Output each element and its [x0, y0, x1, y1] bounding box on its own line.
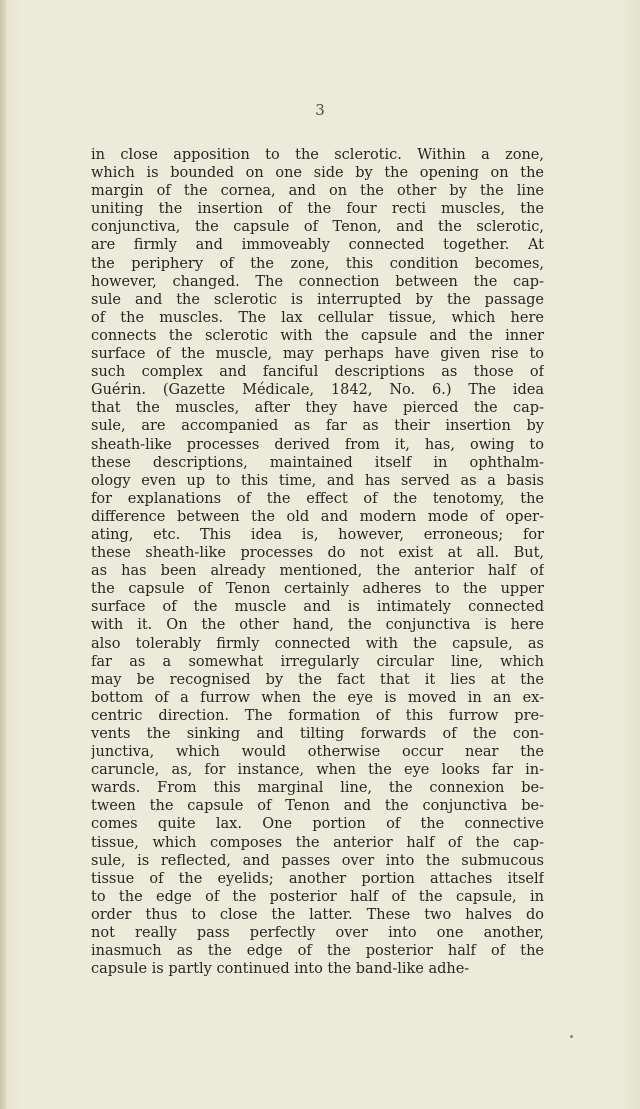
text-line: comes quite lax. One portion of the connective — [91, 816, 544, 833]
text-line: surface of the muscle and is intimately connected — [91, 599, 544, 616]
text-line: junctiva, which would otherwise occur near the — [91, 744, 544, 761]
text-line: bottom of a furrow when the eye is moved in an ex- — [91, 689, 544, 706]
text-line: also tolerably firmly connected with the capsule, as — [91, 635, 544, 652]
text-line: tween the capsule of Tenon and the conjunctiva be- — [91, 798, 544, 815]
text-line: may be recognised by the fact that it lies at the — [91, 671, 544, 688]
text-line: Guérin. (Gazette Médicale, 1842, No. 6.) The idea — [91, 382, 544, 399]
text-line: conjunctiva, the capsule of Tenon, and the sclerotic, — [91, 219, 544, 236]
text-line: margin of the cornea, and on the other by the line — [91, 183, 544, 200]
text-line: ology even up to this time, and has served as a basis — [91, 472, 544, 489]
page-number: 3 — [315, 101, 325, 119]
text-line: caruncle, as, for instance, when the eye looks far in- — [91, 762, 544, 779]
text-line: as has been already mentioned, the anterior half of — [91, 563, 544, 580]
text-line: vents the sinking and tilting forwards of the con- — [91, 726, 544, 742]
text-line: are firmly and immoveably connected together. At — [91, 237, 544, 254]
text-line: with it. On the other hand, the conjunctiva is here — [91, 617, 544, 634]
text-line: to the edge of the posterior half of the capsule, in — [91, 888, 544, 905]
text-line: in close apposition to the sclerotic. Within a zone, — [91, 147, 544, 163]
text-line: ating, etc. This idea is, however, erroneous; for — [91, 526, 544, 543]
text-line: order thus to close the latter. These two halves do — [91, 906, 544, 923]
text-line: uniting the insertion of the four recti muscles, the — [91, 201, 544, 218]
text-line: tissue, which composes the anterior half of the cap- — [91, 834, 544, 851]
text-line: of the muscles. The lax cellular tissue, which here — [91, 309, 544, 326]
text-line: tissue of the eyelids; another portion attaches itself — [91, 870, 544, 887]
body-text — [91, 146, 544, 978]
text-line: the capsule of Tenon certainly adheres to the upper — [91, 581, 544, 598]
text-line: which is bounded on one side by the opening on the — [91, 165, 544, 182]
text-line: that the muscles, after they have pierced the cap- — [91, 400, 544, 417]
text-line: these descriptions, maintained itself in ophthalm- — [91, 454, 544, 471]
text-line: wards. From this marginal line, the connexion be- — [91, 780, 544, 797]
text-line: inasmuch as the edge of the posterior half of the — [91, 943, 544, 960]
text-line: far as a somewhat irregularly circular line, which — [91, 653, 544, 670]
text-line: such complex and fanciful descriptions as those of — [91, 364, 544, 381]
text-line: the periphery of the zone, this condition becomes, — [91, 255, 544, 272]
text-line: surface of the muscle, may perhaps have given rise to — [91, 346, 544, 363]
text-line: connects the sclerotic with the capsule and the inner — [91, 327, 544, 344]
text-line: capsule is partly continued into the band-like adhe- — [91, 961, 470, 978]
text-line: sule and the sclerotic is interrupted by the passage — [91, 291, 544, 308]
text-line: sheath-like processes derived from it, has, owing to — [91, 436, 544, 453]
text-line: for explanations of the effect of the tenotomy, the — [91, 490, 544, 507]
text-line: difference between the old and modern mode of oper- — [91, 508, 544, 525]
binding-edge — [0, 0, 6, 1109]
ink-speck — [570, 1035, 573, 1038]
text-line: these sheath-like processes do not exist at all. But, — [91, 545, 544, 562]
text-line: however, changed. The connection between the cap- — [91, 273, 544, 290]
text-line: centric direction. The formation of this furrow pre- — [91, 707, 544, 724]
text-line: sule, is reflected, and passes over into the submucous — [91, 852, 544, 869]
text-line: sule, are accompanied as far as their insertion by — [91, 418, 544, 435]
text-line: not really pass perfectly over into one another, — [91, 925, 544, 942]
